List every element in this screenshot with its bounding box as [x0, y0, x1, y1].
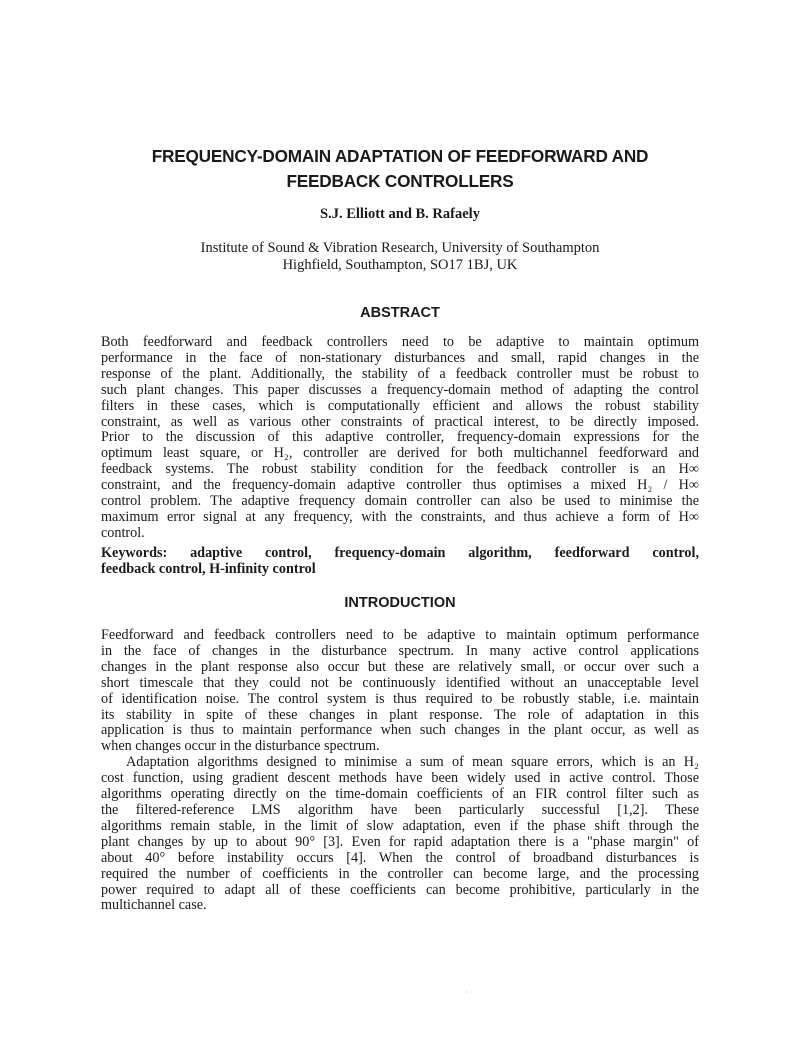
introduction-heading: INTRODUCTION: [344, 595, 456, 611]
intro-line: its stability in spite of these changes in plant response. The role of adaptation in this: [101, 706, 699, 723]
abstract-heading: ABSTRACT: [360, 305, 440, 321]
intro-line: plant changes by up to about 90° [3]. Even for rapid adaptation there is a "phase margin" of: [101, 833, 699, 850]
intro-line: the filtered-reference LMS algorithm have been particularly successful [1,2]. These: [101, 801, 699, 818]
title-line: FEEDBACK CONTROLLERS: [286, 171, 514, 191]
abstract-line: maximum error signal at any frequency, with the constraints, and thus achieve a form of H∞: [101, 508, 699, 525]
affiliation-line: Institute of Sound & Vibration Research, University of Southampton: [200, 240, 600, 256]
abstract-line: control.: [101, 524, 145, 541]
scan-speck: ··: [465, 988, 477, 997]
intro-line: required the number of coefficients in the controller can become large, and the processing: [101, 865, 699, 882]
intro-line: of identification noise. The control system is thus required to be robustly stable, i.e. maintain: [101, 690, 699, 707]
abstract-line: such plant changes. This paper discusses a frequency-domain method of adapting the control: [101, 381, 699, 398]
intro-line: short timescale that they could not be continuously identified without an unacceptable level: [101, 674, 699, 691]
intro-line: cost function, using gradient descent methods have been widely used in active control. Those: [101, 770, 699, 787]
abstract-line: response of the plant. Additionally, the stability of a feedback controller must be robust to: [101, 365, 699, 382]
affiliation: [100, 240, 700, 274]
paper-title: [100, 144, 700, 194]
abstract-line: control problem. The adaptive frequency domain controller can also be used to minimise the: [101, 493, 699, 510]
keywords-line: Keywords: adaptive control, frequency-domain algorithm, feedforward control,: [101, 545, 699, 561]
intro-line: about 40° before instability occurs [4]. When the control of broadband disturbances is: [101, 849, 699, 866]
intro-line: in the face of changes in the disturbance spectrum. In many active control applications: [101, 642, 699, 659]
abstract-line: Prior to the discussion of this adaptive controller, frequency-domain expressions for the: [101, 429, 699, 446]
abstract-line: constraint, and the frequency-domain adaptive controller thus optimises a mixed H₂ / H∞: [101, 477, 699, 494]
keywords-line: feedback control, H-infinity control: [101, 560, 316, 577]
intro-line: multichannel case.: [101, 897, 207, 914]
intro-line: when changes occur in the disturbance spectrum.: [101, 738, 380, 755]
abstract-line: constraint, as well as various other constraints of practical interest, to be directly imposed.: [101, 413, 699, 430]
abstract-line: optimum least square, or H₂, controller are derived for both multichannel feedforward and: [101, 445, 699, 462]
intro-line: changes in the plant response also occur but these are relatively small, or occur over such a: [101, 658, 699, 675]
intro-line: algorithms operating directly on the time-domain coefficients of an FIR control filter such as: [101, 786, 699, 803]
abstract-line: performance in the face of non-stationary disturbances and small, rapid changes in the: [101, 349, 699, 366]
intro-line: algorithms remain stable, in the limit of slow adaptation, even if the phase shift through the: [101, 817, 699, 834]
introduction-body: [101, 628, 699, 914]
abstract-line: feedback systems. The robust stability condition for the feedback controller is an H∞: [101, 461, 699, 478]
intro-line: power required to adapt all of these coefficients can become prohibitive, particularly in the: [101, 881, 699, 898]
keywords: [101, 546, 699, 578]
affiliation-line: Highfield, Southampton, SO17 1BJ, UK: [282, 257, 518, 273]
intro-line: Adaptation algorithms designed to minimise a sum of mean square errors, which is an H₂: [126, 754, 699, 771]
intro-line: Feedforward and feedback controllers need to be adaptive to maintain optimum performance: [101, 627, 699, 643]
abstract-line: filters in these cases, which is computationally efficient and allows the robust stability: [101, 397, 699, 414]
authors: S.J. Elliott and B. Rafaely: [320, 206, 480, 222]
title-line: FREQUENCY-DOMAIN ADAPTATION OF FEEDFORWARD AND: [151, 146, 649, 166]
abstract-line: Both feedforward and feedback controllers need to be adaptive to maintain optimum: [101, 334, 699, 350]
intro-line: application is thus to maintain performance when such changes in the plant occur, as well as: [101, 722, 699, 739]
abstract-body: [101, 335, 699, 542]
